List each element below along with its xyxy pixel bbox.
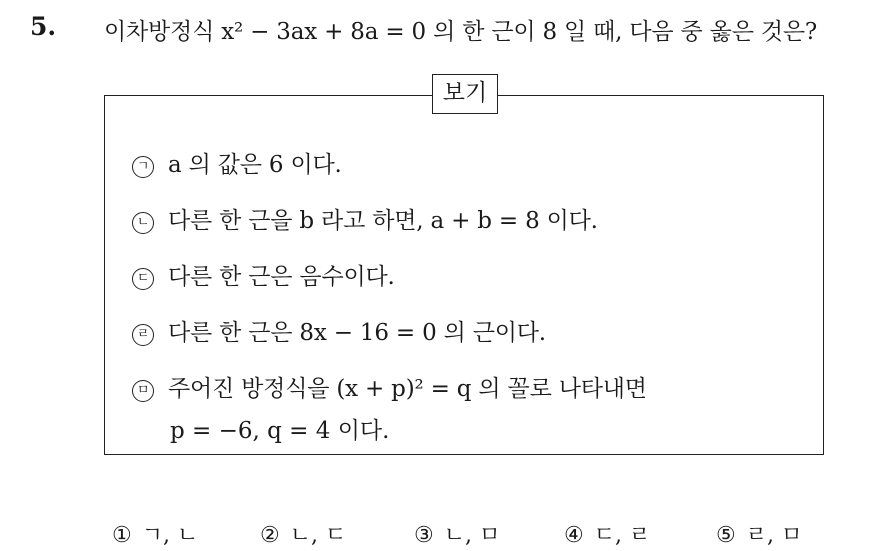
choice-3[interactable] xyxy=(414,518,500,549)
choice-2-text: ㄴ, ㄷ xyxy=(289,523,347,548)
question-text: 이차방정식 x² − 3ax + 8a = 0 의 한 근이 8 일 때, 다음 중 옳은 것은? xyxy=(104,19,817,45)
bogi-item-4 xyxy=(132,314,546,347)
item-text-2: 다른 한 근을 b 라고 하면, a + b = 8 이다. xyxy=(168,208,598,234)
item-text-1: a 의 값은 6 이다. xyxy=(168,152,342,178)
item-mark-5: ㅁ xyxy=(132,380,154,402)
item-text-4: 다른 한 근은 8x − 16 = 0 의 근이다. xyxy=(168,320,546,346)
item-text-3: 다른 한 근은 음수이다. xyxy=(168,264,395,290)
choice-2-number: ② xyxy=(260,523,280,548)
choice-4-number: ④ xyxy=(564,523,584,548)
choice-3-text: ㄴ, ㅁ xyxy=(443,523,501,548)
bogi-item-3 xyxy=(132,258,395,291)
choice-4[interactable] xyxy=(564,518,650,549)
bogi-title: 보기 xyxy=(432,74,498,114)
choice-5-text: ㄹ, ㅁ xyxy=(745,523,803,548)
choice-5-number: ⑤ xyxy=(716,523,736,548)
item-text-5-continued: p = −6, q = 4 이다. xyxy=(170,418,390,444)
question-number: 5. xyxy=(30,12,57,41)
bogi-item-2 xyxy=(132,202,598,235)
item-mark-3: ㄷ xyxy=(132,268,154,290)
choice-5[interactable] xyxy=(716,518,802,549)
item-mark-4: ㄹ xyxy=(132,324,154,346)
choice-1-text: ㄱ, ㄴ xyxy=(141,523,199,548)
choice-4-text: ㄷ, ㄹ xyxy=(593,523,651,548)
choice-1-number: ① xyxy=(112,523,132,548)
bogi-item-5 xyxy=(132,370,647,403)
choice-3-number: ③ xyxy=(414,523,434,548)
choice-2[interactable] xyxy=(260,518,346,549)
item-text-5: 주어진 방정식을 (x + p)² = q 의 꼴로 나타내면 xyxy=(168,376,647,402)
item-mark-1: ㄱ xyxy=(132,156,154,178)
choice-1[interactable] xyxy=(112,518,198,549)
answer-choices xyxy=(112,518,832,548)
item-mark-2: ㄴ xyxy=(132,212,154,234)
bogi-item-1 xyxy=(132,146,342,179)
